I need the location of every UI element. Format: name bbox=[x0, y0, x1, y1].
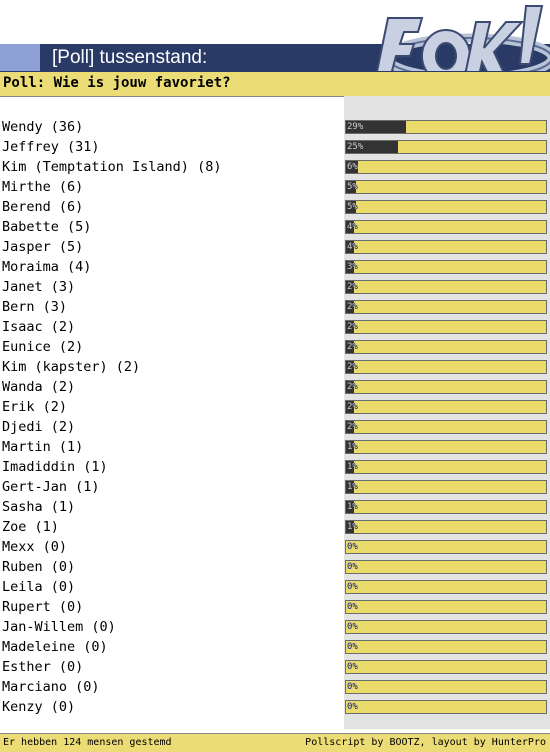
poll-option-label: Wendy (36) bbox=[2, 119, 84, 135]
poll-option-percent: 1% bbox=[347, 482, 358, 492]
poll-option-percent: 4% bbox=[347, 222, 358, 232]
poll-option-row bbox=[0, 318, 550, 338]
poll-option-label: Jan-Willem (0) bbox=[2, 619, 116, 635]
poll-option-bar bbox=[345, 440, 547, 454]
poll-option-label: Wanda (2) bbox=[2, 379, 76, 395]
poll-option-percent: 1% bbox=[347, 462, 358, 472]
poll-option-label: Berend (6) bbox=[2, 199, 84, 215]
poll-option-label: Jeffrey (31) bbox=[2, 139, 100, 155]
poll-option-row bbox=[0, 538, 550, 558]
poll-option-percent: 0% bbox=[347, 622, 358, 632]
poll-option-label: Rupert (0) bbox=[2, 599, 84, 615]
poll-option-row bbox=[0, 518, 550, 538]
page-title: [Poll] tussenstand: bbox=[52, 47, 208, 68]
poll-option-label: Leila (0) bbox=[2, 579, 76, 595]
poll-option-bar bbox=[345, 520, 547, 534]
poll-option-label: Eunice (2) bbox=[2, 339, 84, 355]
poll-option-bar bbox=[345, 340, 547, 354]
poll-option-label: Madeleine (0) bbox=[2, 639, 108, 655]
poll-option-row bbox=[0, 238, 550, 258]
poll-option-row bbox=[0, 338, 550, 358]
poll-option-bar bbox=[345, 260, 547, 274]
poll-option-label: Esther (0) bbox=[2, 659, 84, 675]
poll-option-percent: 2% bbox=[347, 362, 358, 372]
poll-option-percent: 0% bbox=[347, 582, 358, 592]
poll-option-bar bbox=[345, 380, 547, 394]
poll-option-row bbox=[0, 198, 550, 218]
poll-option-label: Erik (2) bbox=[2, 399, 68, 415]
poll-option-bar bbox=[345, 640, 547, 654]
poll-option-label: Kim (kapster) (2) bbox=[2, 359, 141, 375]
poll-option-bar bbox=[345, 400, 547, 414]
poll-option-label: Moraima (4) bbox=[2, 259, 92, 275]
poll-option-percent: 29% bbox=[347, 122, 364, 132]
poll-option-row bbox=[0, 278, 550, 298]
poll-option-row bbox=[0, 638, 550, 658]
poll-option-row bbox=[0, 138, 550, 158]
poll-option-row bbox=[0, 438, 550, 458]
poll-option-label: Imadiddin (1) bbox=[2, 459, 108, 475]
poll-option-bar bbox=[345, 420, 547, 434]
poll-question-bar bbox=[0, 71, 550, 97]
poll-option-label: Mirthe (6) bbox=[2, 179, 84, 195]
poll-option-row bbox=[0, 158, 550, 178]
poll-option-percent: 6% bbox=[347, 162, 358, 172]
poll-option-label: Kenzy (0) bbox=[2, 699, 76, 715]
poll-option-row bbox=[0, 118, 550, 138]
poll-option-row bbox=[0, 218, 550, 238]
poll-option-percent: 5% bbox=[347, 202, 358, 212]
poll-option-row bbox=[0, 358, 550, 378]
poll-option-label: Isaac (2) bbox=[2, 319, 76, 335]
poll-option-row bbox=[0, 298, 550, 318]
poll-option-percent: 2% bbox=[347, 382, 358, 392]
poll-option-percent: 0% bbox=[347, 662, 358, 672]
poll-option-bar bbox=[345, 600, 547, 614]
credits-text: Pollscript by BOOTZ, layout by HunterPro bbox=[305, 737, 546, 748]
poll-option-bar bbox=[345, 560, 547, 574]
poll-option-percent: 0% bbox=[347, 542, 358, 552]
poll-option-percent: 3% bbox=[347, 262, 358, 272]
poll-option-percent: 2% bbox=[347, 322, 358, 332]
poll-option-bar bbox=[345, 680, 547, 694]
poll-option-bar bbox=[345, 180, 547, 194]
poll-option-row bbox=[0, 678, 550, 698]
poll-option-bar bbox=[345, 120, 547, 134]
footer bbox=[0, 733, 550, 752]
poll-option-bar bbox=[345, 200, 547, 214]
poll-option-row bbox=[0, 398, 550, 418]
poll-option-bar bbox=[345, 320, 547, 334]
poll-option-label: Mexx (0) bbox=[2, 539, 68, 555]
poll-option-bar bbox=[345, 160, 547, 174]
poll-option-row bbox=[0, 498, 550, 518]
poll-option-bar bbox=[345, 240, 547, 254]
poll-option-bar bbox=[345, 140, 547, 154]
poll-option-percent: 5% bbox=[347, 182, 358, 192]
poll-option-percent: 0% bbox=[347, 562, 358, 572]
poll-option-row bbox=[0, 658, 550, 678]
poll-option-percent: 2% bbox=[347, 402, 358, 412]
poll-option-label: Ruben (0) bbox=[2, 559, 76, 575]
poll-option-label: Bern (3) bbox=[2, 299, 68, 315]
poll-option-percent: 2% bbox=[347, 302, 358, 312]
poll-option-label: Marciano (0) bbox=[2, 679, 100, 695]
vote-count-text: Er hebben 124 mensen gestemd bbox=[3, 737, 172, 748]
poll-option-percent: 2% bbox=[347, 342, 358, 352]
poll-option-label: Babette (5) bbox=[2, 219, 92, 235]
poll-option-bar bbox=[345, 700, 547, 714]
poll-option-label: Kim (Temptation Island) (8) bbox=[2, 159, 222, 175]
poll-option-percent: 1% bbox=[347, 502, 358, 512]
poll-option-percent: 0% bbox=[347, 702, 358, 712]
poll-option-bar bbox=[345, 660, 547, 674]
poll-option-row bbox=[0, 178, 550, 198]
poll-option-percent: 1% bbox=[347, 442, 358, 452]
poll-option-percent: 4% bbox=[347, 242, 358, 252]
poll-option-bar bbox=[345, 220, 547, 234]
poll-option-bar bbox=[345, 540, 547, 554]
poll-option-label: Sasha (1) bbox=[2, 499, 76, 515]
poll-option-bar bbox=[345, 280, 547, 294]
poll-option-percent: 0% bbox=[347, 642, 358, 652]
poll-option-row bbox=[0, 698, 550, 718]
poll-option-bar bbox=[345, 300, 547, 314]
poll-option-percent: 1% bbox=[347, 522, 358, 532]
poll-option-bar bbox=[345, 580, 547, 594]
poll-option-percent: 25% bbox=[347, 142, 364, 152]
poll-option-row bbox=[0, 618, 550, 638]
poll-option-row bbox=[0, 418, 550, 438]
poll-question: Poll: Wie is jouw favoriet? bbox=[3, 75, 231, 91]
poll-option-label: Djedi (2) bbox=[2, 419, 76, 435]
poll-option-label: Zoe (1) bbox=[2, 519, 59, 535]
poll-option-percent: 0% bbox=[347, 682, 358, 692]
poll-option-bar bbox=[345, 460, 547, 474]
poll-option-percent: 2% bbox=[347, 282, 358, 292]
poll-option-bar bbox=[345, 360, 547, 374]
poll-option-row bbox=[0, 258, 550, 278]
poll-option-bar bbox=[345, 480, 547, 494]
header-stripe bbox=[0, 44, 40, 71]
poll-option-row bbox=[0, 598, 550, 618]
poll-option-row bbox=[0, 558, 550, 578]
poll-option-row bbox=[0, 578, 550, 598]
poll-option-percent: 0% bbox=[347, 602, 358, 612]
poll-option-row bbox=[0, 458, 550, 478]
poll-option-label: Martin (1) bbox=[2, 439, 84, 455]
poll-option-percent: 2% bbox=[347, 422, 358, 432]
poll-option-bar bbox=[345, 620, 547, 634]
poll-option-row bbox=[0, 378, 550, 398]
poll-option-label: Janet (3) bbox=[2, 279, 76, 295]
poll-option-label: Gert-Jan (1) bbox=[2, 479, 100, 495]
poll-option-row bbox=[0, 478, 550, 498]
poll-option-bar bbox=[345, 500, 547, 514]
poll-option-label: Jasper (5) bbox=[2, 239, 84, 255]
